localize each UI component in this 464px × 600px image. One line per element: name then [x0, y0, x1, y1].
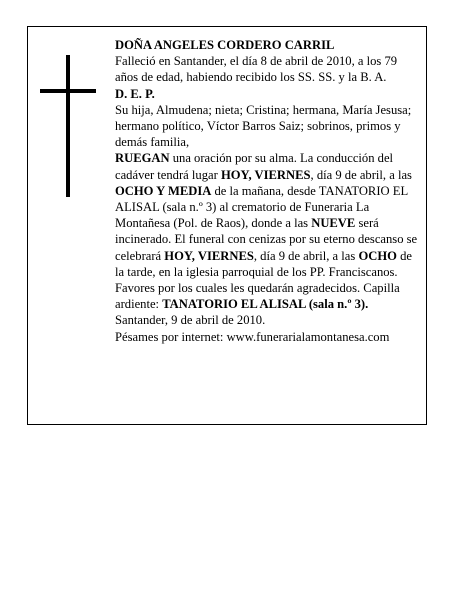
request-bold-5: HOY, VIERNES — [164, 248, 254, 263]
cross-vertical-bar — [66, 55, 70, 197]
deceased-name-text: DOÑA ANGELES CORDERO CARRIL — [115, 38, 335, 52]
cross-horizontal-bar — [40, 89, 96, 93]
obituary-notice — [27, 26, 427, 425]
death-notice: Falleció en Santander, el día 8 de abril de 2010, a los 79 años de edad, habiendo recibido los SS. SS. y la B. A. — [115, 54, 398, 85]
dep-text: D. E. P. — [115, 86, 155, 101]
request-bold-2: HOY, VIERNES — [220, 167, 311, 182]
request-text-4: será incinerado. El funeral con cenizas por su eterno descanso se celebrará — [115, 216, 418, 263]
request-bold-6: OCHO — [358, 248, 397, 263]
obituary-text — [115, 37, 421, 345]
deceased-name — [115, 37, 421, 53]
condolences-line: Pésames por internet: www.funerarialamontanesa.com — [115, 329, 390, 344]
request-bold-4: NUEVE — [311, 216, 356, 231]
request-bold-3: OCHO Y MEDIA — [115, 183, 212, 198]
request-text-1: una oración por su alma. La conducción del cadáver tendrá lugar — [115, 151, 394, 182]
request-bold-1: RUEGAN — [115, 151, 170, 166]
funeral-request — [115, 150, 421, 312]
request-text-2: , día 9 de abril, a las — [310, 167, 412, 182]
request-text-6: de la tarde, en la iglesia parroquial de los PP. Franciscanos. Favores por los cuales les quedarán agradecidos. Capilla ardiente: — [115, 248, 412, 312]
place-date: Santander, 9 de abril de 2010. — [115, 313, 266, 328]
family-members: Su hija, Almudena; nieta; Cristina; hermana, María Jesusa; hermano político, Víctor Barros Saiz; sobrinos, primos y demás familia, — [115, 102, 412, 150]
cross-icon — [40, 55, 96, 197]
request-text-3: de la mañana, desde TANATORIO EL ALISAL (sala n.º 3) al crematorio de Funeraria La Montañesa (Pol. de Raos), donde a las — [115, 183, 408, 231]
dep-line — [115, 86, 421, 102]
request-bold-7: TANATORIO EL ALISAL (sala n.º 3). — [162, 297, 369, 312]
request-text-5: , día 9 de abril, a las — [253, 248, 359, 263]
